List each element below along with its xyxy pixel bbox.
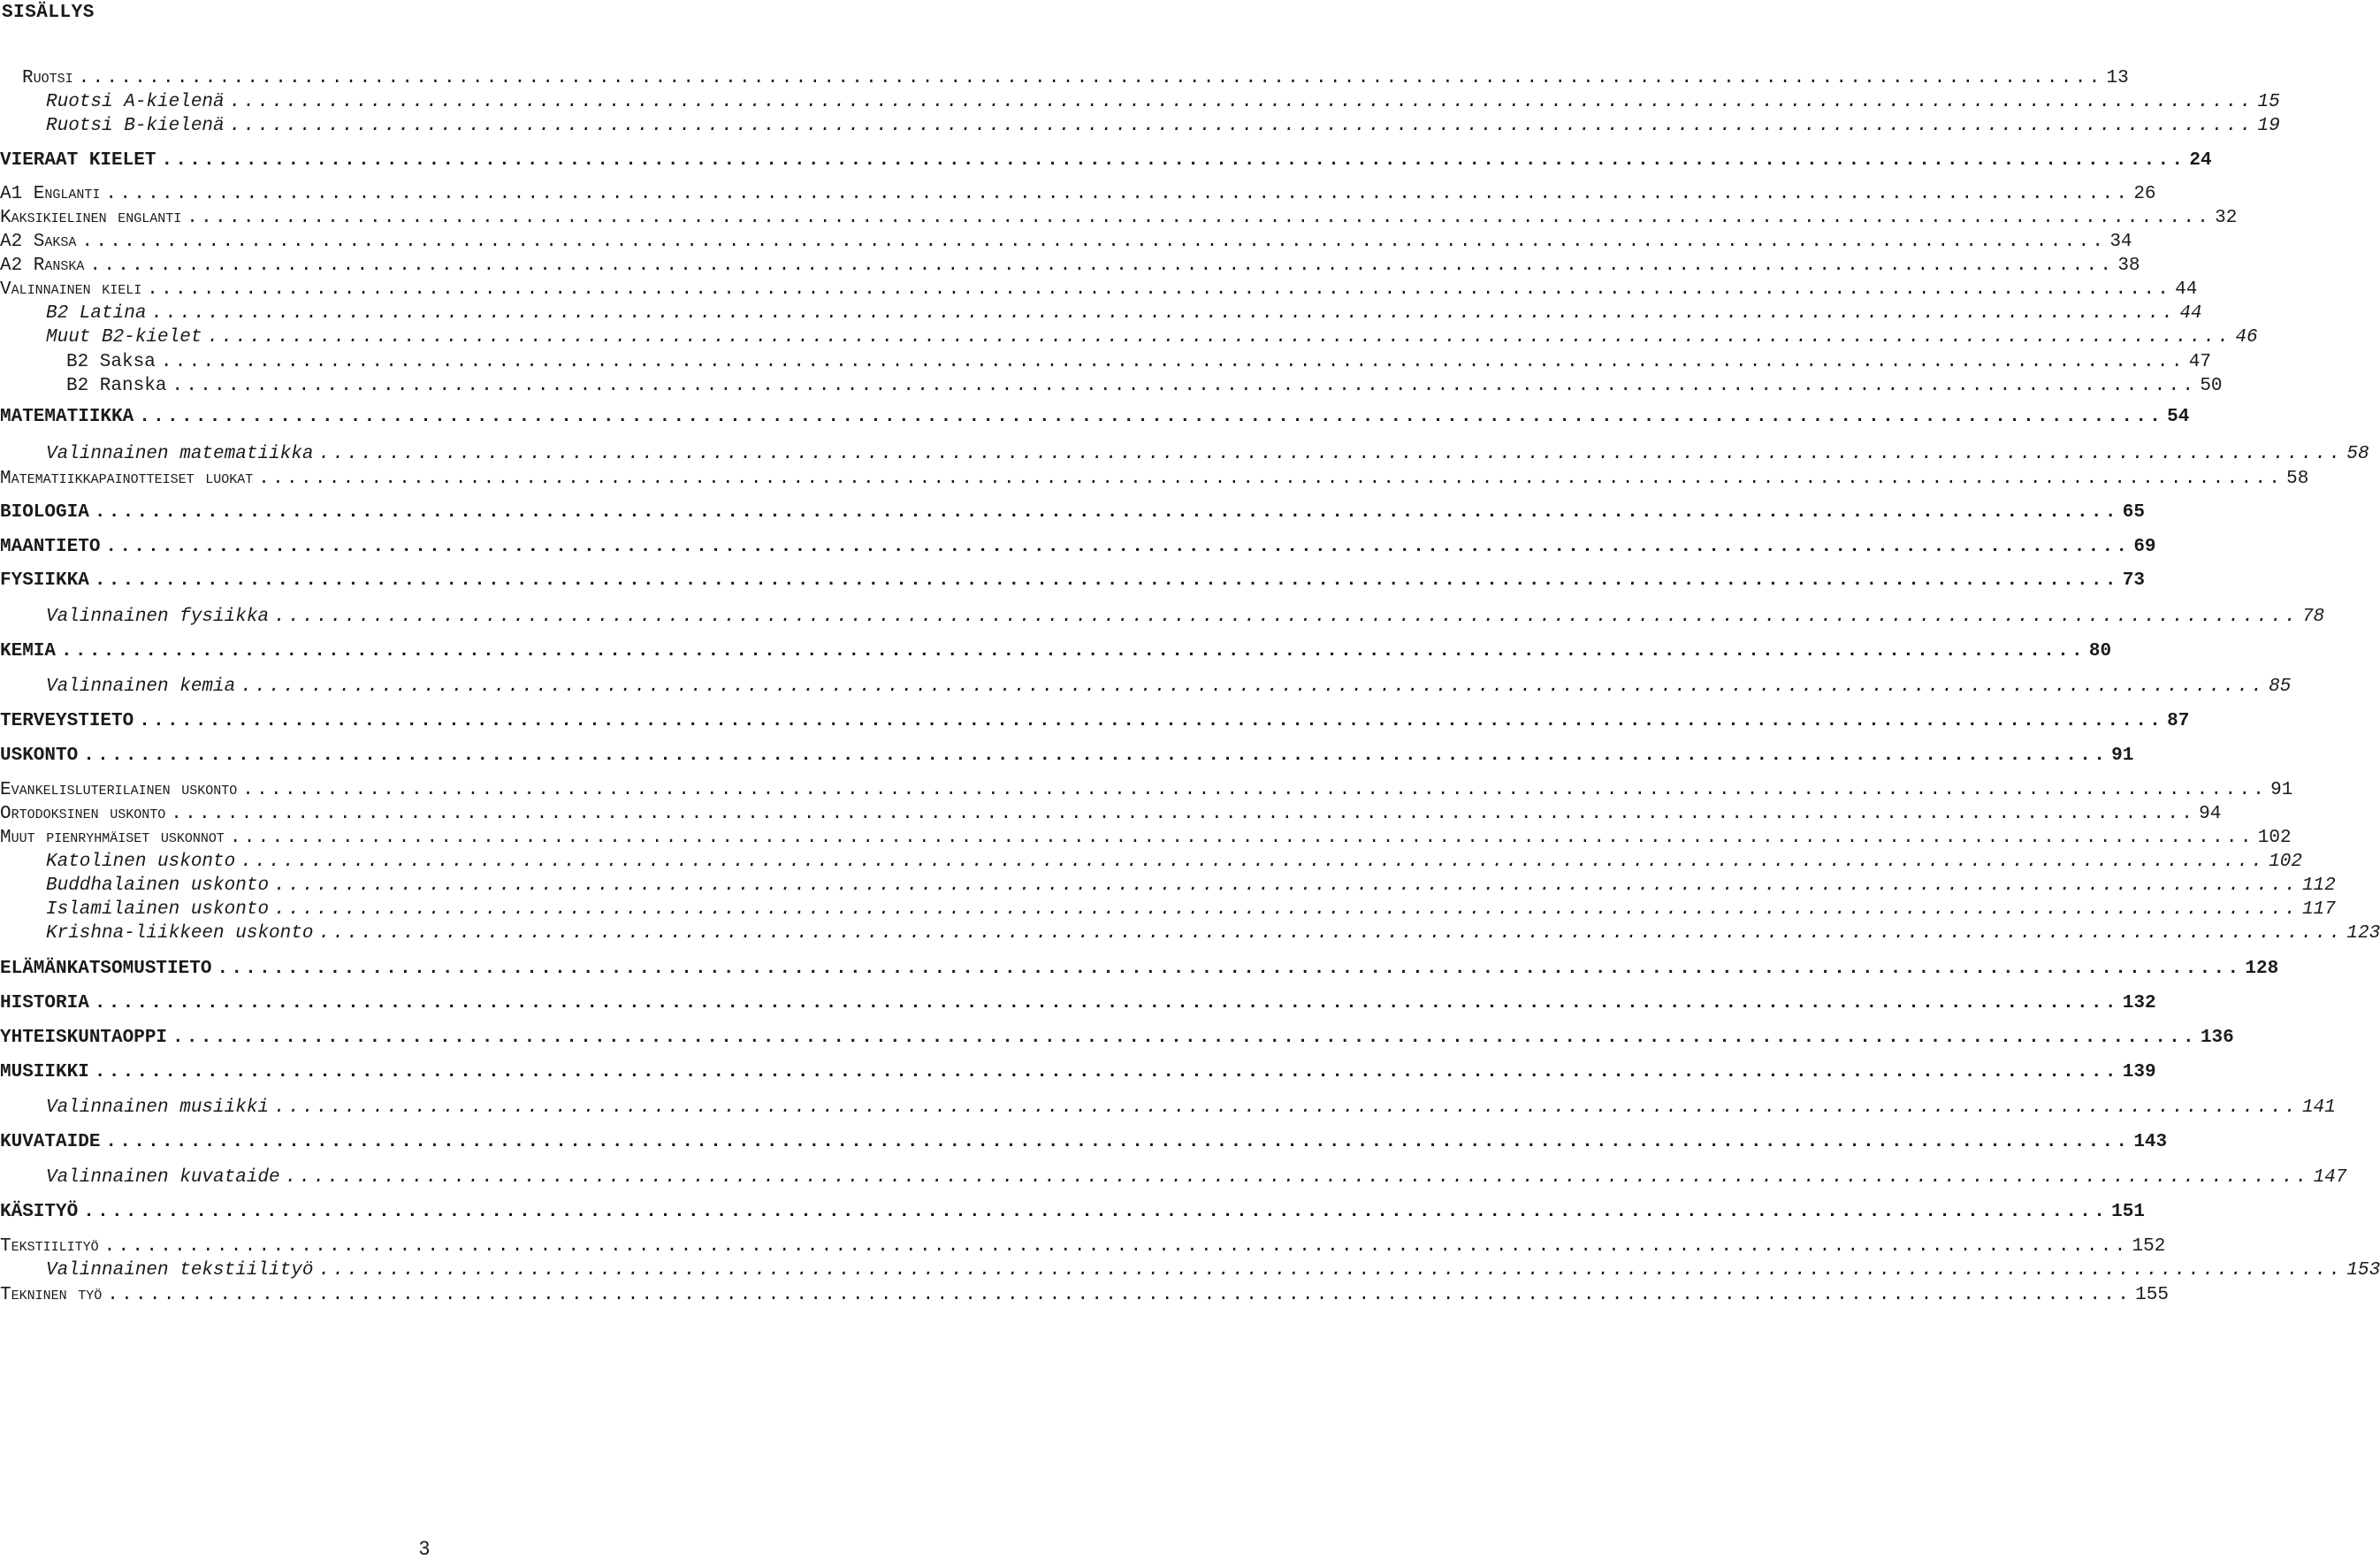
toc-entry[interactable] xyxy=(0,828,2292,848)
toc-entry-label: MAANTIETO xyxy=(0,537,101,557)
toc-entry[interactable] xyxy=(0,1167,2347,1188)
toc-entry-page: 91 xyxy=(2270,780,2293,800)
toc-entry[interactable] xyxy=(0,1028,2234,1048)
dot-leader xyxy=(61,641,2086,661)
toc-entry[interactable] xyxy=(0,279,2198,300)
toc-entry-page: 19 xyxy=(2257,116,2280,136)
toc-entry-page: 147 xyxy=(2313,1167,2347,1188)
toc-entry[interactable] xyxy=(0,641,2112,661)
dot-leader xyxy=(242,780,2267,800)
toc-entry-label: Tekstiilityö xyxy=(0,1236,99,1257)
toc-entry-label: Krishna-liikkeen uskonto xyxy=(46,923,314,944)
toc-entry[interactable] xyxy=(0,993,2156,1013)
toc-entry[interactable] xyxy=(0,876,2336,896)
dot-leader xyxy=(171,804,2195,824)
toc-entry[interactable] xyxy=(0,746,2134,766)
toc-entry-label: Katolinen uskonto xyxy=(46,852,236,872)
toc-entry-label: Evankelisluterilainen uskonto xyxy=(0,780,238,800)
toc-entry-page: 85 xyxy=(2269,677,2292,697)
dot-leader xyxy=(207,327,2231,348)
toc-entry-label: USKONTO xyxy=(0,746,79,766)
dot-leader xyxy=(139,711,2163,731)
toc-entry-label: Muut B2-kielet xyxy=(46,327,202,348)
toc-entry-page: 47 xyxy=(2188,352,2211,372)
toc-entry[interactable] xyxy=(0,208,2238,228)
dot-leader xyxy=(83,746,2108,766)
toc-entry-page: 44 xyxy=(2175,279,2198,300)
toc-entry-label: KEMIA xyxy=(0,641,57,661)
toc-entry[interactable] xyxy=(0,256,2140,276)
toc-entry-label: Muut pienryhmäiset uskonnot xyxy=(0,828,225,848)
toc-entry[interactable] xyxy=(0,677,2292,697)
dot-leader xyxy=(81,232,2106,252)
dot-leader xyxy=(147,279,2171,300)
toc-entry-label: Valinnainen kuvataide xyxy=(46,1167,280,1188)
toc-entry-page: 34 xyxy=(2109,232,2132,252)
toc-entry-page: 58 xyxy=(2346,444,2369,464)
toc-entry-label: B2 Ranska xyxy=(66,376,167,396)
toc-entry-page: 73 xyxy=(2122,570,2145,591)
toc-entry-label: KUVATAIDE xyxy=(0,1132,101,1152)
toc-entry-label: Kaksikielinen englanti xyxy=(0,208,182,228)
toc-entry-label: BIOLOGIA xyxy=(0,502,89,523)
toc-entry-label: TERVEYSTIETO xyxy=(0,711,134,731)
dot-leader xyxy=(274,1097,2299,1118)
dot-leader xyxy=(172,1028,2197,1048)
toc-entry[interactable] xyxy=(0,1202,2145,1222)
toc-entry-page: 94 xyxy=(2199,804,2222,824)
toc-entry[interactable] xyxy=(0,376,2223,396)
toc-entry[interactable] xyxy=(0,303,2202,324)
toc-entry-page: 143 xyxy=(2133,1132,2168,1152)
toc-entry-label: Ruotsi xyxy=(22,68,73,88)
toc-entry[interactable] xyxy=(0,711,2190,731)
toc-entry-page: 54 xyxy=(2167,407,2190,427)
dot-leader xyxy=(89,256,2114,276)
dot-leader xyxy=(161,352,2185,372)
dot-leader xyxy=(318,1260,2343,1281)
toc-entry[interactable] xyxy=(0,68,2129,88)
toc-entry-page: 46 xyxy=(2235,327,2258,348)
toc-entry-label: VIERAAT KIELET xyxy=(0,150,156,171)
toc-entry[interactable] xyxy=(0,1132,2168,1152)
toc-entry-label: Ortodoksinen uskonto xyxy=(0,804,166,824)
toc-entry-page: 80 xyxy=(2088,641,2112,661)
dot-leader xyxy=(95,570,2119,591)
dot-leader xyxy=(95,1062,2119,1082)
toc-entry-page: 102 xyxy=(2269,852,2302,872)
toc-entry-label: FYSIIKKA xyxy=(0,570,89,591)
toc-entry[interactable] xyxy=(0,444,2369,464)
toc-entry-label: Valinnainen matematiikka xyxy=(46,444,314,464)
toc-entry-label: ELÄMÄNKATSOMUSTIETO xyxy=(0,959,212,979)
toc-entry[interactable] xyxy=(0,232,2132,252)
toc-entry[interactable] xyxy=(0,959,2279,979)
toc-entry[interactable] xyxy=(0,469,2309,489)
dot-leader xyxy=(274,899,2299,920)
toc-entry-page: 78 xyxy=(2301,607,2325,627)
toc-entry-page: 102 xyxy=(2257,828,2292,848)
toc-entry-label: A2 Ranska xyxy=(0,256,85,276)
toc-entry-page: 128 xyxy=(2245,959,2279,979)
toc-entry[interactable] xyxy=(0,116,2280,136)
toc-entry[interactable] xyxy=(0,804,2222,824)
toc-entry-page: 69 xyxy=(2133,537,2156,557)
dot-leader xyxy=(240,677,2265,697)
toc-entry-label: Islamilainen uskonto xyxy=(46,899,270,920)
dot-leader xyxy=(95,502,2119,523)
dot-leader xyxy=(318,923,2343,944)
toc-entry-page: 153 xyxy=(2346,1260,2380,1281)
dot-leader xyxy=(95,993,2119,1013)
toc-entry-label: Valinnainen musiikki xyxy=(46,1097,270,1118)
toc-entry-label: A2 Saksa xyxy=(0,232,77,252)
toc-entry-page: 13 xyxy=(2106,68,2129,88)
toc-entry[interactable] xyxy=(0,150,2212,171)
toc-entry[interactable] xyxy=(0,1236,2166,1257)
dot-leader xyxy=(151,303,2176,324)
toc-entry[interactable] xyxy=(0,352,2211,372)
toc-entry[interactable] xyxy=(0,899,2336,920)
toc-entry-page: 26 xyxy=(2133,184,2156,204)
toc-entry-page: 139 xyxy=(2122,1062,2156,1082)
toc-entry-label: Matematiikkapainotteiset luokat xyxy=(0,469,254,489)
toc-entry-page: 32 xyxy=(2215,208,2238,228)
toc-entry[interactable] xyxy=(0,502,2145,523)
dot-leader xyxy=(161,150,2185,171)
dot-leader xyxy=(79,68,2103,88)
toc-entry-page: 152 xyxy=(2132,1236,2166,1257)
dot-leader xyxy=(240,852,2265,872)
toc-entry-label: Valinnainen fysiikka xyxy=(46,607,270,627)
dot-leader xyxy=(83,1202,2108,1222)
toc-entry-label: B2 Saksa xyxy=(66,352,156,372)
toc-entry-label: Valinnainen kieli xyxy=(0,279,142,300)
toc-entry-page: 50 xyxy=(2200,376,2223,396)
dot-leader xyxy=(187,208,2211,228)
page-number: 3 xyxy=(418,1537,431,1559)
toc-entry-label: KÄSITYÖ xyxy=(0,1202,79,1222)
toc-entry-label: Ruotsi A-kielenä xyxy=(46,92,225,112)
dot-leader xyxy=(258,469,2283,489)
toc-entry-label: Tekninen työ xyxy=(0,1285,103,1305)
toc-entry[interactable] xyxy=(0,92,2280,112)
toc-entry-page: 44 xyxy=(2179,303,2202,324)
toc-entry-page: 24 xyxy=(2189,150,2212,171)
dot-leader xyxy=(274,607,2299,627)
toc-entry-label: Valinnainen tekstiilityö xyxy=(46,1260,314,1281)
dot-leader xyxy=(105,184,2130,204)
dot-leader xyxy=(230,92,2254,112)
toc-entry-label: MATEMATIIKKA xyxy=(0,407,134,427)
toc-entry[interactable] xyxy=(0,1062,2156,1082)
toc-entry-label: Ruotsi B-kielenä xyxy=(46,116,225,136)
toc-entry[interactable] xyxy=(0,407,2190,427)
dot-leader xyxy=(274,876,2299,896)
toc-entry-page: 112 xyxy=(2301,876,2336,896)
toc-entry-label: Buddhalainen uskonto xyxy=(46,876,270,896)
toc-entry-page: 155 xyxy=(2135,1285,2169,1305)
toc-entry[interactable] xyxy=(0,537,2156,557)
toc-entry[interactable] xyxy=(0,570,2145,591)
toc-entry-page: 58 xyxy=(2286,469,2309,489)
toc-entry[interactable] xyxy=(0,1097,2336,1118)
dot-leader xyxy=(104,1236,2129,1257)
toc-entry-page: 91 xyxy=(2111,746,2134,766)
dot-leader xyxy=(105,1132,2130,1152)
toc-entry-page: 132 xyxy=(2122,993,2156,1013)
dot-leader xyxy=(107,1285,2132,1305)
dot-leader xyxy=(105,537,2130,557)
toc-entry[interactable] xyxy=(0,607,2325,627)
toc-entry-page: 117 xyxy=(2301,899,2336,920)
toc-entry-page: 141 xyxy=(2301,1097,2336,1118)
dot-leader xyxy=(318,444,2343,464)
toc-entry-label: MUSIIKKI xyxy=(0,1062,89,1082)
toc-title: SISÄLLYS xyxy=(2,3,95,23)
dot-leader xyxy=(139,407,2163,427)
toc-entry-label: A1 Englanti xyxy=(0,184,101,204)
toc-entry-label: Valinnainen kemia xyxy=(46,677,236,697)
toc-entry-label: HISTORIA xyxy=(0,993,89,1013)
toc-entry[interactable] xyxy=(0,852,2302,872)
dot-leader xyxy=(217,959,2241,979)
toc-entry-page: 65 xyxy=(2122,502,2145,523)
toc-entry[interactable] xyxy=(0,780,2293,800)
dot-leader xyxy=(230,116,2254,136)
toc-entry-label: B2 Latina xyxy=(46,303,147,324)
toc-entry[interactable] xyxy=(0,923,2380,944)
toc-entry[interactable] xyxy=(0,184,2156,204)
toc-entry-page: 151 xyxy=(2111,1202,2145,1222)
dot-leader xyxy=(172,376,2196,396)
toc-entry-page: 87 xyxy=(2167,711,2190,731)
toc-entry-label: YHTEISKUNTAOPPI xyxy=(0,1028,168,1048)
toc-entry-page: 123 xyxy=(2346,923,2380,944)
toc-entry-page: 15 xyxy=(2257,92,2280,112)
toc-entry[interactable] xyxy=(0,1260,2380,1281)
toc-entry-page: 38 xyxy=(2117,256,2140,276)
toc-entry[interactable] xyxy=(0,1285,2169,1305)
toc-entry-page: 136 xyxy=(2200,1028,2234,1048)
toc-entry[interactable] xyxy=(0,327,2258,348)
dot-leader xyxy=(286,1167,2310,1188)
dot-leader xyxy=(230,828,2254,848)
